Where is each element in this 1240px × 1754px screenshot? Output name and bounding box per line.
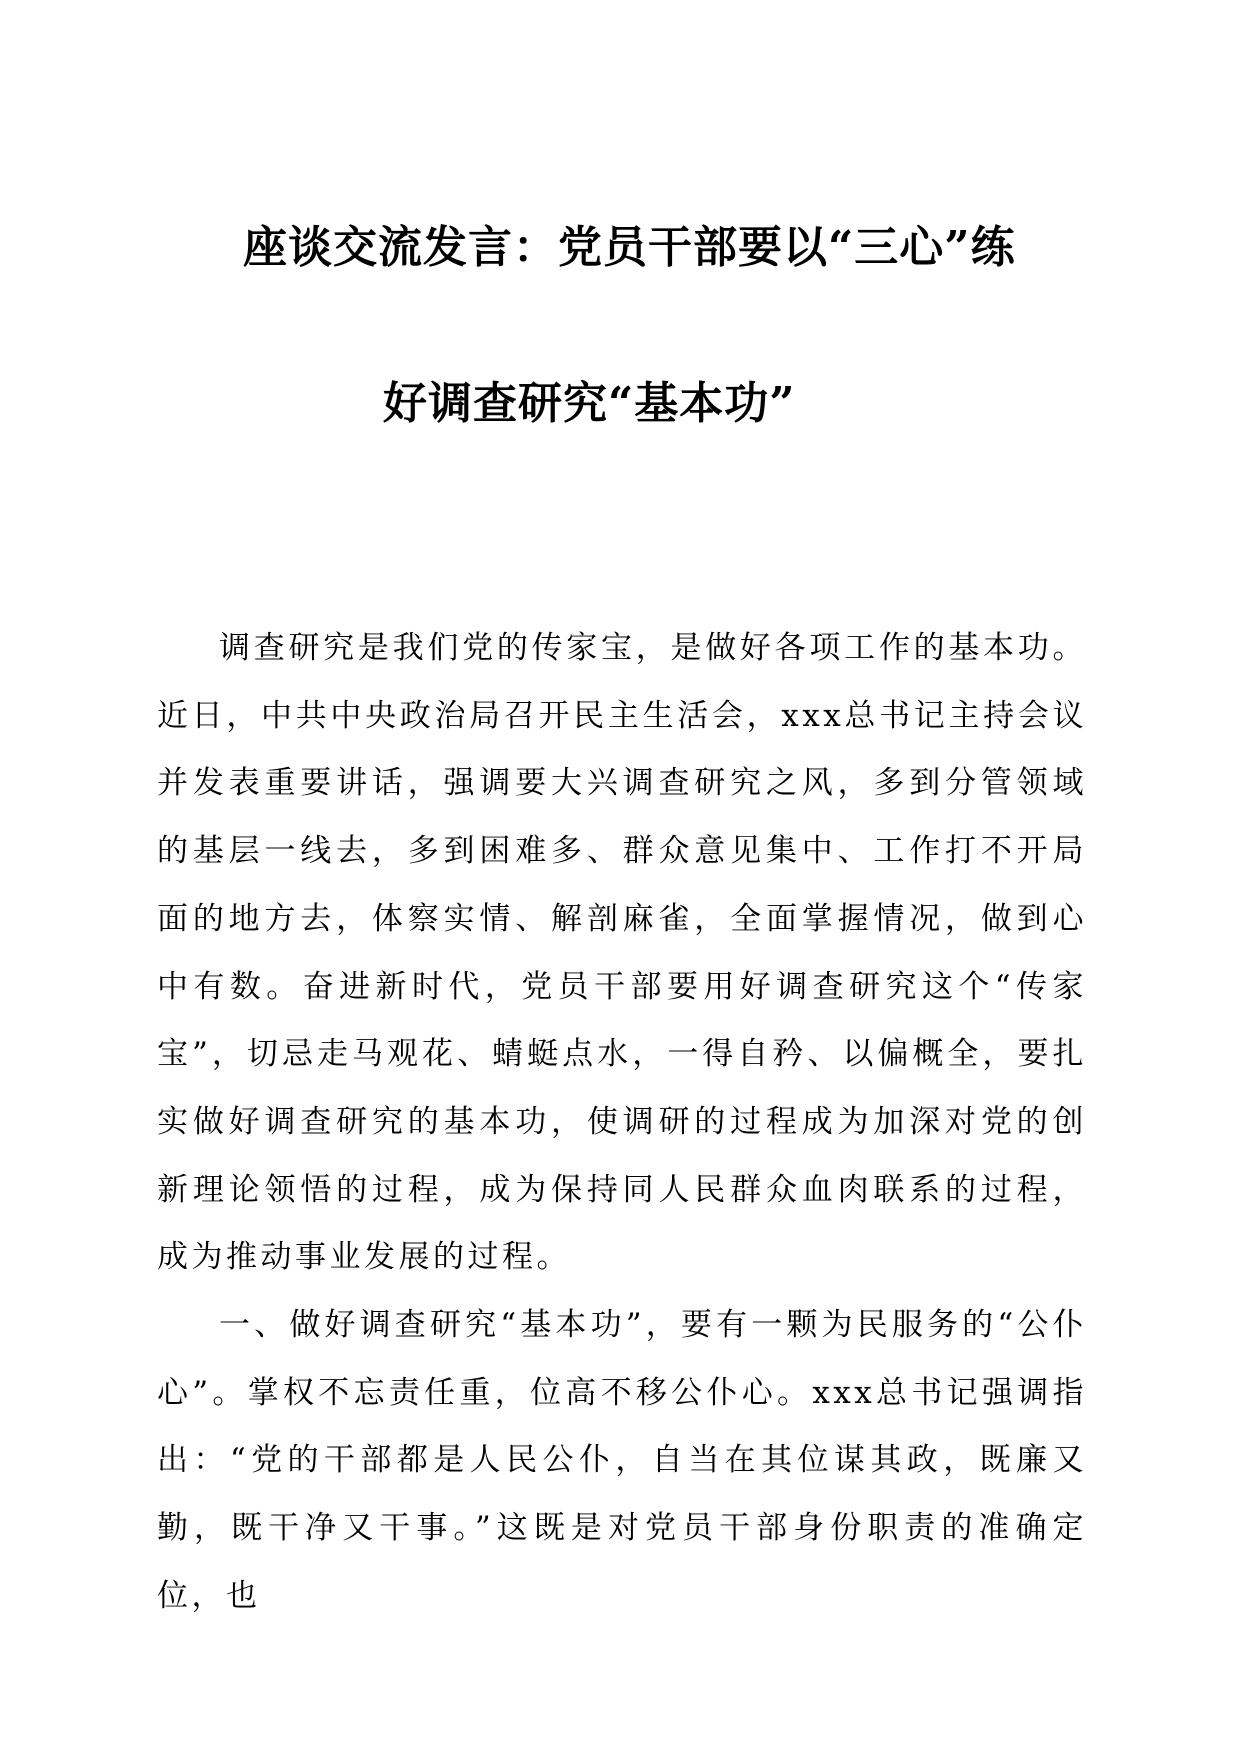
- document-title-line-1: 座谈交流发言：党员干部要以“三心”练: [243, 222, 1016, 273]
- document-body: [157, 615, 1087, 1631]
- document-title-line-2: 好调查研究“基本功”: [383, 378, 796, 429]
- paragraph-intro: 调查研究是我们党的传家宝，是做好各项工作的基本功。近日，中共中央政治局召开民主生活会，xxx总书记主持会议并发表重要讲话，强调要大兴调查研究之风，多到分管领域的基层一线去，多到困难多、群众意见集中、工作打不开局面的地方去，体察实情、解剖麻雀，全面掌握情况，做到心中有数。奋进新时代，党员干部要用好调查研究这个“传家宝”，切忌走马观花、蜻蜓点水，一得自矜、以偏概全，要扎实做好调查研究的基本功，使调研的过程成为加深对党的创新理论领悟的过程，成为保持同人民群众血肉联系的过程，成为推动事业发展的过程。: [157, 630, 1087, 1276]
- paragraph-section-1: 一、做好调查研究“基本功”，要有一颗为民服务的“公仆心”。掌权不忘责任重，位高不移公仆心。xxx总书记强调指出：“党的干部都是人民公仆，自当在其位谋其政，既廉又勤，既干净又干事。”这既是对党员干部身份职责的准确定位，也: [157, 1307, 1087, 1614]
